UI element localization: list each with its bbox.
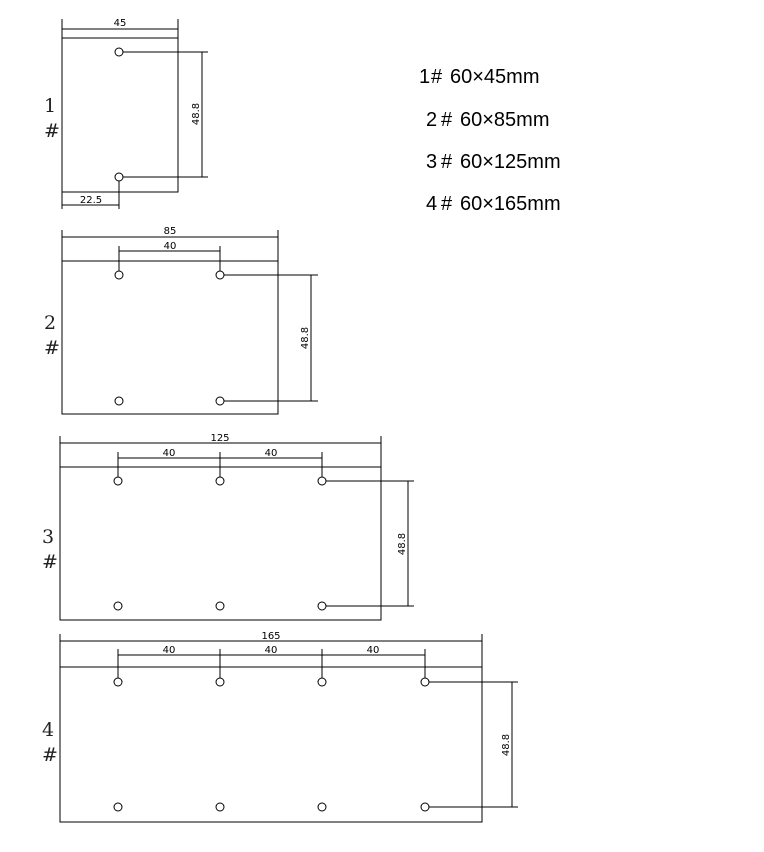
plate-4-hole [216,678,224,686]
plate-4 [42,631,518,822]
plate-4-hole [421,803,429,811]
plate-2-height-label: 48.8 [300,326,311,350]
plate-4-hole [114,678,122,686]
plate-3-hole [318,477,326,485]
plate-3-spacing-label: 40 [162,448,176,459]
plate-3-outline [60,467,381,620]
plate-1-hash: # [44,120,60,142]
legend-item-3 [426,151,561,173]
legend-item-2 [426,109,550,131]
plate-2-spacing-label: 40 [163,241,177,252]
plate-2-hole [115,271,123,279]
plate-2-number: 2 [44,312,57,334]
plate-4-height-label: 48.8 [501,733,512,757]
plate-1-outline [62,38,178,192]
plate-1-hole [115,173,123,181]
plate-1-number: 1 [44,95,57,117]
plate-4-hole [421,678,429,686]
legend-index: 3 [426,151,438,173]
plate-4-spacing-label: 40 [264,645,278,656]
plate-1-offset-label: 22.5 [79,195,103,206]
plate-3-spacing-label: 40 [264,448,278,459]
plate-4-width-label: 165 [261,631,281,642]
plate-1 [44,18,208,209]
plate-4-spacing-label: 40 [162,645,176,656]
legend-size: 60×165mm [460,193,561,215]
plate-4-hole [318,803,326,811]
plate-4-hash: # [42,744,58,766]
plate-3-hole [216,602,224,610]
legend-hash: # [441,109,453,131]
legend-size: 60×45mm [450,66,540,88]
plate-4-outline [60,667,482,822]
plate-3-hash: # [42,551,58,573]
plate-3 [42,433,414,620]
legend-item-1 [419,66,540,88]
plate-2-outline [62,261,278,414]
plate-2 [44,226,318,414]
plate-1-height-label: 48.8 [191,102,202,126]
plate-3-number: 3 [42,526,55,548]
plate-3-hole [216,477,224,485]
plate-4-hole [216,803,224,811]
plate-4-number: 4 [42,719,55,741]
plate-3-hole [114,602,122,610]
legend-index: 1 [419,66,431,88]
plate-3-width-label: 125 [210,433,230,444]
plate-2-width-label: 85 [163,226,177,237]
plate-4-hole [114,803,122,811]
plate-1-width-label: 45 [113,18,127,29]
plate-2-hash: # [44,337,60,359]
plate-4-hole [318,678,326,686]
size-legend [419,66,561,215]
plate-3-height-label: 48.8 [397,532,408,556]
legend-size: 60×85mm [460,109,550,131]
plate-3-hole [114,477,122,485]
plate-2-hole [115,397,123,405]
plate-2-hole [216,397,224,405]
legend-hash: # [431,66,443,88]
legend-index: 4 [426,193,438,215]
plate-3-hole [318,602,326,610]
legend-hash: # [441,193,453,215]
legend-size: 60×125mm [460,151,561,173]
plate-4-spacing-label: 40 [366,645,380,656]
legend-hash: # [441,151,453,173]
legend-index: 2 [426,109,438,131]
plate-1-hole [115,48,123,56]
legend-item-4 [426,193,561,215]
plate-2-hole [216,271,224,279]
